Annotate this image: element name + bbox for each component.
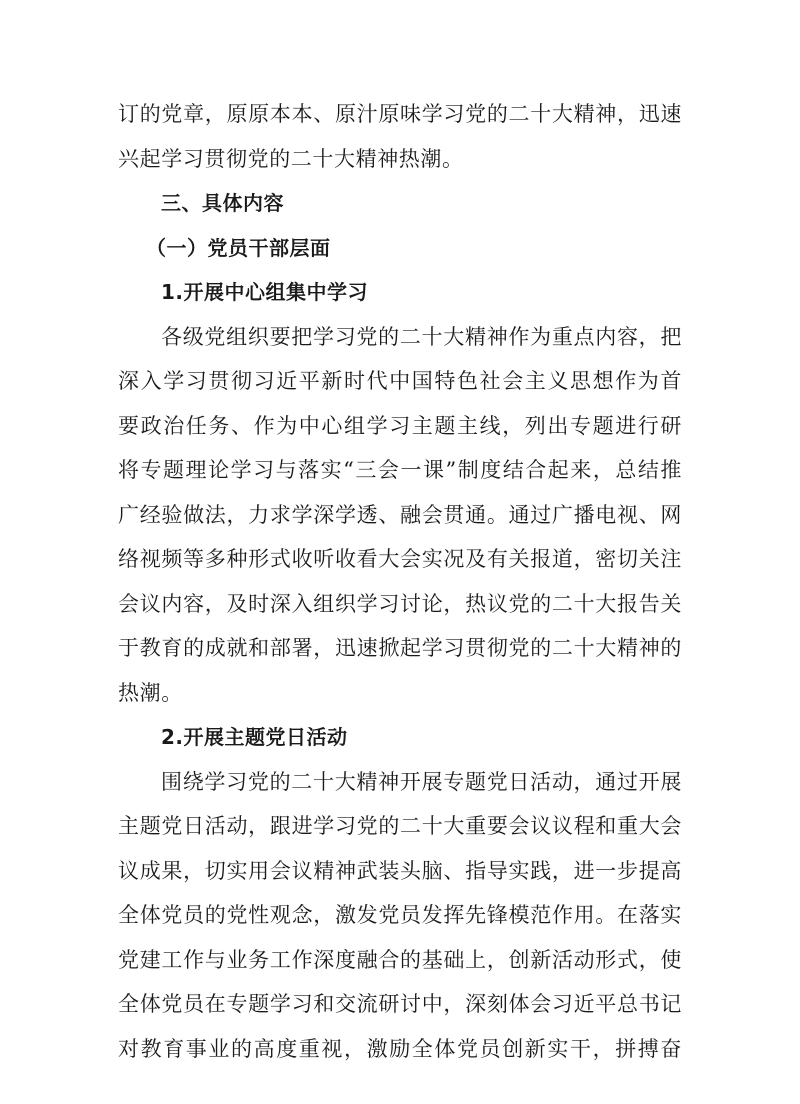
text-line: 全体党员的党性观念，激发党员发挥先锋模范作用。在落实 (118, 903, 682, 927)
text-line: 热潮。 (118, 680, 183, 705)
text-line: 对教育事业的高度重视，激励全体党员创新实干，拼搏奋 (118, 1036, 682, 1061)
text-line: 党建工作与业务工作深度融合的基础上，创新活动形式，使 (118, 947, 682, 972)
text-line: 会议内容，及时深入组织学习讨论，热议党的二十大报告关 (118, 591, 682, 616)
item1-paragraph (118, 315, 682, 716)
document-page (118, 92, 682, 1071)
text-line: 深入学习贯彻习近平新时代中国特色社会主义思想作为首 (118, 369, 682, 393)
text-line: 围绕学习党的二十大精神开展专题党日活动，通过开展 (161, 769, 682, 794)
text-line: 兴起学习贯彻党的二十大精神热潮。 (118, 146, 464, 171)
text-line: 于教育的成就和部署，迅速掀起学习贯彻党的二十大精神的 (118, 636, 682, 660)
text-line: 主题党日活动，跟进学习党的二十大重要会议议程和重大会 (118, 814, 682, 838)
item2-paragraph (118, 760, 682, 1072)
item1-heading: 1.开展中心组集中学习 (161, 280, 369, 304)
section-heading: 三、具体内容 (161, 191, 284, 215)
text-line: 全体党员在专题学习和交流研讨中，深刻体会习近平总书记 (118, 992, 682, 1016)
item2-heading: 2.开展主题党日活动 (161, 725, 348, 749)
text-line: 各级党组织要把学习党的二十大精神作为重点内容，把 (161, 324, 682, 349)
text-line: 广经验做法，力求学深学透、融会贯通。通过广播电视、网 (118, 502, 682, 527)
subsection-heading: （一）党员干部层面 (146, 235, 331, 260)
text-line: 将专题理论学习与落实“三会一课”制度结合起来，总结推 (118, 458, 682, 482)
text-line: 订的党章，原原本本、原汁原味学习党的二十大精神，迅速 (118, 102, 682, 126)
intro-paragraph (118, 92, 682, 181)
text-line: 要政治任务、作为中心组学习主题主线，列出专题进行研 (118, 413, 682, 438)
text-line: 络视频等多种形式收听收看大会实况及有关报道，密切关注 (118, 547, 682, 571)
text-line: 议成果，切实用会议精神武装头脑、指导实践，进一步提高 (118, 858, 682, 883)
